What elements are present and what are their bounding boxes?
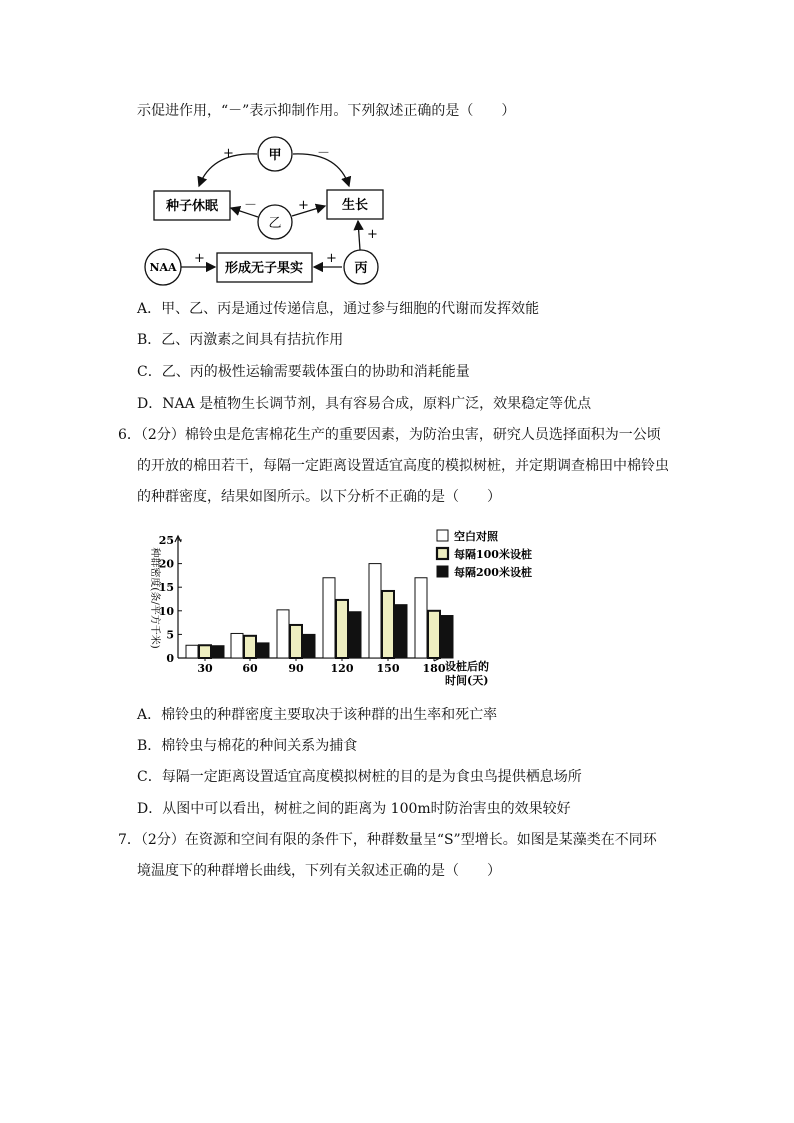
sign-jia-growth: － bbox=[317, 146, 331, 161]
q6-option-b[interactable]: B．棉铃虫与棉花的种间关系为捕食 bbox=[137, 738, 358, 754]
q6-option-a[interactable]: A．棉铃虫的种群密度主要取决于该种群的出生率和死亡率 bbox=[137, 707, 498, 723]
y-tick-label: 15 bbox=[158, 581, 174, 595]
bar-2-60 bbox=[244, 636, 256, 658]
svg-text:种子休眠: 种子休眠 bbox=[165, 199, 219, 214]
bar-3-60 bbox=[257, 643, 269, 658]
bar-2-180 bbox=[428, 611, 440, 658]
hormone-diagram bbox=[0, 130, 794, 290]
node-jia bbox=[258, 137, 292, 171]
population-density-chart bbox=[0, 518, 794, 693]
bar-3-150 bbox=[395, 605, 407, 658]
chart-y-axis-label: 种群密度(条/平方千米) bbox=[149, 547, 160, 649]
svg-text:丙: 丙 bbox=[354, 261, 368, 276]
bar-2-150 bbox=[382, 591, 394, 658]
legend-swatch-3 bbox=[437, 566, 448, 577]
bar-1-180 bbox=[415, 578, 427, 658]
svg-text:甲: 甲 bbox=[268, 148, 282, 163]
bar-3-90 bbox=[303, 634, 315, 658]
sign-bing-growth: + bbox=[367, 227, 378, 242]
box-dormancy bbox=[154, 191, 230, 220]
chart-x-axis-label-line1: 设桩后的 bbox=[445, 660, 489, 673]
q7-stem-line-1: 7．（2分）在资源和空间有限的条件下，种群数量呈“S”型增长。如图是某藻类在不同环 bbox=[118, 832, 657, 848]
q5-stem-tail: 示促进作用，“－”表示抑制作用。下列叙述正确的是（ ） bbox=[137, 103, 516, 119]
legend-label-2: 每隔100米设桩 bbox=[454, 548, 532, 561]
q5-option-b[interactable]: B．乙、丙激素之间具有拮抗作用 bbox=[137, 332, 344, 348]
bar-1-60 bbox=[231, 633, 243, 658]
bar-2-120 bbox=[336, 600, 348, 658]
bar-2-30 bbox=[199, 645, 211, 658]
sign-jia-dormancy: + bbox=[223, 146, 234, 161]
y-tick-label: 5 bbox=[166, 628, 174, 642]
svg-text:生长: 生长 bbox=[341, 198, 369, 213]
legend-swatch-1 bbox=[437, 530, 448, 541]
y-tick-label: 0 bbox=[166, 652, 174, 665]
sign-yi-growth: + bbox=[298, 198, 309, 213]
bar-3-30 bbox=[212, 646, 224, 658]
chart-x-axis-label-line2: 时间(天) bbox=[445, 674, 489, 687]
sign-naa-fruit: + bbox=[194, 251, 205, 266]
bar-3-120 bbox=[349, 612, 361, 658]
q5-option-d[interactable]: D．NAA 是植物生长调节剂，具有容易合成，原料广泛，效果稳定等优点 bbox=[137, 396, 592, 412]
legend-swatch-2 bbox=[437, 548, 448, 559]
y-tick-label: 10 bbox=[158, 604, 174, 618]
x-tick-label: 180 bbox=[422, 662, 446, 675]
q7-stem-line-2: 境温度下的种群增长曲线，下列有关叙述正确的是（ ） bbox=[137, 863, 501, 879]
svg-text:形成无子果实: 形成无子果实 bbox=[224, 261, 304, 276]
y-tick-label: 25 bbox=[158, 534, 174, 547]
x-tick-label: 90 bbox=[288, 662, 304, 675]
x-tick-label: 120 bbox=[330, 662, 354, 675]
bar-1-30 bbox=[186, 645, 198, 658]
box-growth bbox=[327, 190, 383, 219]
q5-option-a[interactable]: A．甲、乙、丙是通过传递信息，通过参与细胞的代谢而发挥效能 bbox=[137, 301, 540, 317]
x-tick-label: 150 bbox=[376, 662, 400, 675]
node-bing bbox=[344, 250, 378, 284]
bar-1-120 bbox=[323, 578, 335, 658]
x-tick-label: 30 bbox=[197, 662, 213, 675]
legend-label-1: 空白对照 bbox=[454, 530, 498, 543]
sign-yi-dormancy: － bbox=[244, 198, 258, 213]
q5-option-c[interactable]: C．乙、丙的极性运输需要载体蛋白的协助和消耗能量 bbox=[137, 364, 470, 380]
legend-label-3: 每隔200米设桩 bbox=[454, 566, 532, 579]
bar-2-90 bbox=[290, 625, 302, 658]
box-fruit bbox=[217, 253, 312, 282]
y-tick-label: 20 bbox=[158, 557, 174, 571]
node-naa bbox=[145, 249, 181, 285]
bar-1-90 bbox=[277, 610, 289, 658]
node-yi bbox=[258, 205, 292, 239]
sign-bing-fruit: + bbox=[326, 251, 337, 266]
bar-1-150 bbox=[369, 564, 381, 658]
q6-option-d[interactable]: D．从图中可以看出，树桩之间的距离为 100m时防治害虫的效果较好 bbox=[137, 801, 571, 817]
q6-option-c[interactable]: C．每隔一定距离设置适宜高度模拟树桩的目的是为食虫鸟提供栖息场所 bbox=[137, 769, 582, 785]
x-tick-label: 60 bbox=[242, 662, 258, 675]
svg-text:乙: 乙 bbox=[268, 216, 282, 231]
svg-text:NAA: NAA bbox=[149, 261, 177, 274]
q6-stem-line-2: 的开放的棉田若干，每隔一定距离设置适宜高度的模拟树桩，并定期调查棉田中棉铃虫 bbox=[137, 458, 669, 474]
q6-stem-line-1: 6．（2分）棉铃虫是危害棉花生产的重要因素，为防治虫害，研究人员选择面积为一公顷 bbox=[118, 427, 661, 443]
q6-stem-line-3: 的种群密度，结果如图所示。以下分析不正确的是（ ） bbox=[137, 489, 501, 505]
bar-3-180 bbox=[441, 616, 453, 658]
